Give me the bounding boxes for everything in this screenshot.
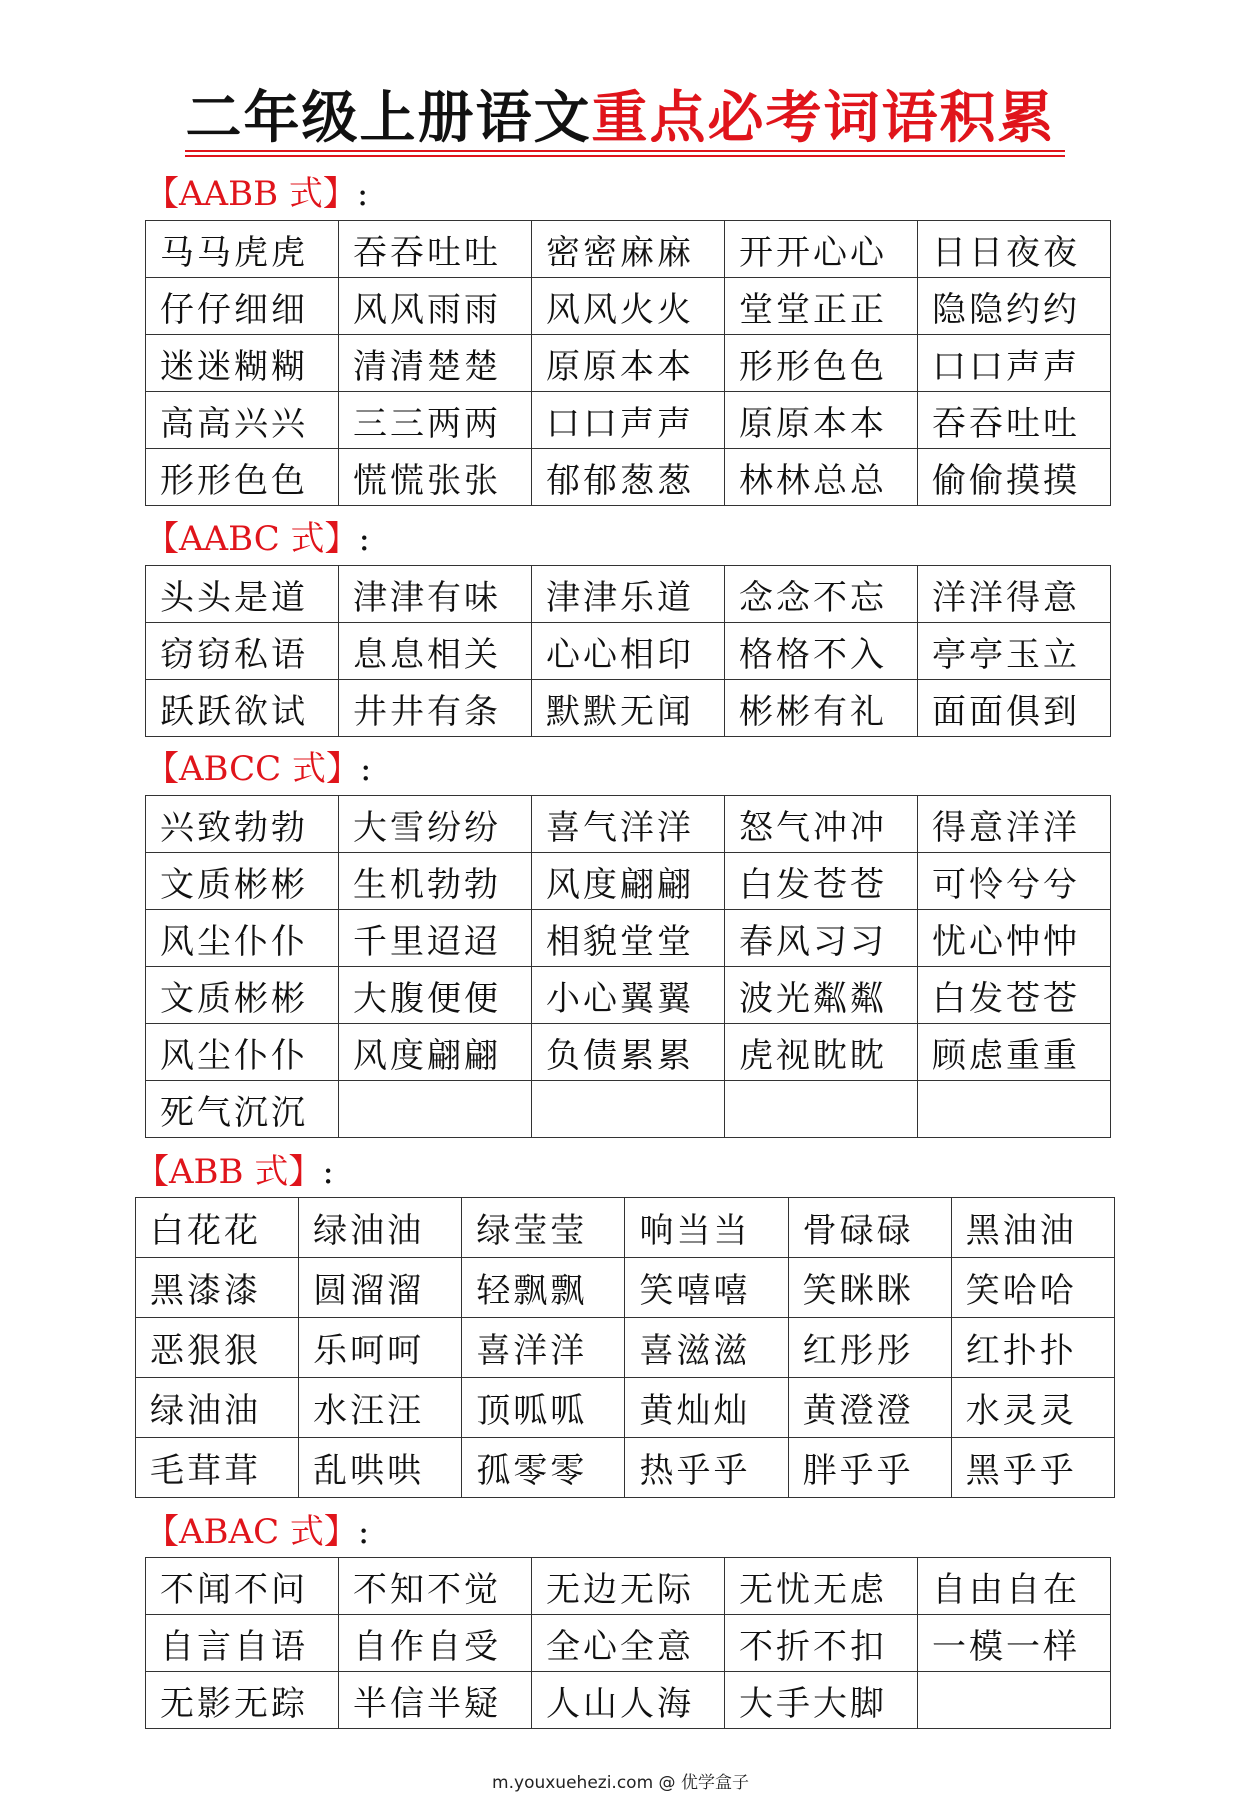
word-cell: 黑油油 (951, 1198, 1114, 1258)
word-cell: 喜滋滋 (625, 1318, 788, 1378)
word-cell: 孤零零 (462, 1438, 625, 1498)
word-cell: 虎视眈眈 (725, 1024, 918, 1081)
word-cell: 形形色色 (725, 335, 918, 392)
word-cell: 清清楚楚 (339, 335, 532, 392)
word-cell: 林林总总 (725, 449, 918, 506)
word-cell: 大雪纷纷 (339, 796, 532, 853)
table-row (136, 1378, 1115, 1438)
word-cell: 风度翩翩 (339, 1024, 532, 1081)
word-cell: 顶呱呱 (462, 1378, 625, 1438)
word-cell: 小心翼翼 (532, 967, 725, 1024)
word-cell: 风风火火 (532, 278, 725, 335)
word-table-abcc (145, 795, 1111, 1138)
word-cell: 生机勃勃 (339, 853, 532, 910)
table-row (146, 566, 1111, 623)
word-cell: 黑乎乎 (951, 1438, 1114, 1498)
word-cell: 热乎乎 (625, 1438, 788, 1498)
word-cell: 笑眯眯 (788, 1258, 951, 1318)
word-table-aabc (145, 565, 1111, 737)
word-cell: 水汪汪 (299, 1378, 462, 1438)
word-cell: 马马虎虎 (146, 221, 339, 278)
word-table-abac (145, 1557, 1111, 1729)
word-cell: 兴致勃勃 (146, 796, 339, 853)
table-row (146, 1672, 1111, 1729)
word-cell (725, 1081, 918, 1138)
title-red-part: 重点必考词语积累 (591, 85, 1056, 151)
table-row (146, 449, 1111, 506)
word-cell: 黄灿灿 (625, 1378, 788, 1438)
word-cell: 自由自在 (918, 1558, 1111, 1615)
word-cell: 日日夜夜 (918, 221, 1111, 278)
word-cell: 文质彬彬 (146, 853, 339, 910)
word-cell: 黄澄澄 (788, 1378, 951, 1438)
word-cell: 窃窃私语 (146, 623, 339, 680)
word-cell: 绿油油 (136, 1378, 299, 1438)
word-cell: 死气沉沉 (146, 1081, 339, 1138)
table-row (146, 1081, 1111, 1138)
word-cell: 心心相印 (532, 623, 725, 680)
word-cell: 隐隐约约 (918, 278, 1111, 335)
word-cell: 仔仔细细 (146, 278, 339, 335)
word-cell: 高高兴兴 (146, 392, 339, 449)
table-row (146, 623, 1111, 680)
table-row (146, 853, 1111, 910)
word-cell: 口口声声 (532, 392, 725, 449)
word-cell: 白发苍苍 (725, 853, 918, 910)
word-cell: 吞吞吐吐 (918, 392, 1111, 449)
word-cell: 胖乎乎 (788, 1438, 951, 1498)
word-cell: 大腹便便 (339, 967, 532, 1024)
table-row (146, 967, 1111, 1024)
word-cell: 口口声声 (918, 335, 1111, 392)
word-cell: 负债累累 (532, 1024, 725, 1081)
table-row (146, 335, 1111, 392)
word-cell: 自作自受 (339, 1615, 532, 1672)
word-cell: 无忧无虑 (725, 1558, 918, 1615)
word-cell: 红彤彤 (788, 1318, 951, 1378)
word-cell: 轻飘飘 (462, 1258, 625, 1318)
page-title (0, 82, 1241, 154)
word-cell: 黑漆漆 (136, 1258, 299, 1318)
word-cell: 津津乐道 (532, 566, 725, 623)
word-cell: 千里迢迢 (339, 910, 532, 967)
word-cell (339, 1081, 532, 1138)
word-cell: 人山人海 (532, 1672, 725, 1729)
table-row (146, 1558, 1111, 1615)
section-heading-aabb: 【AABB 式】: (145, 174, 369, 214)
word-cell: 骨碌碌 (788, 1198, 951, 1258)
word-cell: 水灵灵 (951, 1378, 1114, 1438)
word-table-abb (135, 1197, 1115, 1498)
word-cell: 白发苍苍 (918, 967, 1111, 1024)
word-cell: 乐呵呵 (299, 1318, 462, 1378)
section-heading-colon: : (357, 1512, 370, 1552)
word-cell: 息息相关 (339, 623, 532, 680)
word-cell: 圆溜溜 (299, 1258, 462, 1318)
word-cell: 红扑扑 (951, 1318, 1114, 1378)
table-row (146, 278, 1111, 335)
word-cell: 津津有味 (339, 566, 532, 623)
word-cell: 文质彬彬 (146, 967, 339, 1024)
word-cell: 念念不忘 (725, 566, 918, 623)
table-row (146, 392, 1111, 449)
table-row (146, 910, 1111, 967)
word-cell: 无影无踪 (146, 1672, 339, 1729)
word-cell: 头头是道 (146, 566, 339, 623)
word-cell: 半信半疑 (339, 1672, 532, 1729)
word-cell: 原原本本 (532, 335, 725, 392)
word-cell: 毛茸茸 (136, 1438, 299, 1498)
word-cell: 一模一样 (918, 1615, 1111, 1672)
word-cell: 风尘仆仆 (146, 1024, 339, 1081)
word-cell: 波光粼粼 (725, 967, 918, 1024)
table-row (136, 1258, 1115, 1318)
section-heading-aabc: 【AABC 式】: (145, 519, 371, 559)
word-cell: 绿油油 (299, 1198, 462, 1258)
word-cell: 面面俱到 (918, 680, 1111, 737)
section-heading-abcc: 【ABCC 式】: (145, 749, 372, 789)
word-cell: 不折不扣 (725, 1615, 918, 1672)
word-cell: 顾虑重重 (918, 1024, 1111, 1081)
word-cell: 吞吞吐吐 (339, 221, 532, 278)
word-cell: 笑哈哈 (951, 1258, 1114, 1318)
word-cell: 不知不觉 (339, 1558, 532, 1615)
section-heading-abac: 【ABAC 式】: (145, 1512, 370, 1552)
word-cell: 风度翩翩 (532, 853, 725, 910)
word-cell: 郁郁葱葱 (532, 449, 725, 506)
word-cell (918, 1081, 1111, 1138)
word-cell: 响当当 (625, 1198, 788, 1258)
word-cell: 风风雨雨 (339, 278, 532, 335)
word-cell: 无边无际 (532, 1558, 725, 1615)
word-table-aabb (145, 220, 1111, 506)
word-cell (532, 1081, 725, 1138)
section-heading-abb: 【ABB 式】: (135, 1152, 334, 1192)
table-row (136, 1198, 1115, 1258)
word-cell: 偷偷摸摸 (918, 449, 1111, 506)
word-cell: 原原本本 (725, 392, 918, 449)
word-cell: 堂堂正正 (725, 278, 918, 335)
word-cell: 开开心心 (725, 221, 918, 278)
word-cell: 形形色色 (146, 449, 339, 506)
word-cell: 默默无闻 (532, 680, 725, 737)
word-cell: 大手大脚 (725, 1672, 918, 1729)
word-cell: 彬彬有礼 (725, 680, 918, 737)
word-cell: 相貌堂堂 (532, 910, 725, 967)
word-cell: 密密麻麻 (532, 221, 725, 278)
table-row (146, 796, 1111, 853)
footer-source: m.youxuehezi.com @ 优学盒子 (492, 1773, 749, 1793)
word-cell: 恶狠狠 (136, 1318, 299, 1378)
word-cell: 格格不入 (725, 623, 918, 680)
word-cell: 亭亭玉立 (918, 623, 1111, 680)
word-cell: 乱哄哄 (299, 1438, 462, 1498)
word-cell: 笑嘻嘻 (625, 1258, 788, 1318)
section-heading-colon: : (360, 749, 372, 789)
table-row (146, 680, 1111, 737)
table-row (136, 1318, 1115, 1378)
section-heading-colon: : (356, 174, 369, 214)
word-cell (918, 1672, 1111, 1729)
section-heading-colon: : (322, 1152, 334, 1192)
word-cell: 迷迷糊糊 (146, 335, 339, 392)
word-cell: 自言自语 (146, 1615, 339, 1672)
title-underline (185, 150, 1065, 152)
section-heading-colon: : (358, 519, 371, 559)
word-cell: 得意洋洋 (918, 796, 1111, 853)
word-cell: 三三两两 (339, 392, 532, 449)
word-cell: 春风习习 (725, 910, 918, 967)
word-cell: 不闻不问 (146, 1558, 339, 1615)
table-row (146, 221, 1111, 278)
table-row (136, 1438, 1115, 1498)
word-cell: 洋洋得意 (918, 566, 1111, 623)
word-cell: 喜洋洋 (462, 1318, 625, 1378)
title-underline-second (185, 155, 1065, 157)
table-row (146, 1615, 1111, 1672)
word-cell: 慌慌张张 (339, 449, 532, 506)
word-cell: 跃跃欲试 (146, 680, 339, 737)
table-row (146, 1024, 1111, 1081)
word-cell: 井井有条 (339, 680, 532, 737)
word-cell: 可怜兮兮 (918, 853, 1111, 910)
word-cell: 绿莹莹 (462, 1198, 625, 1258)
word-cell: 喜气洋洋 (532, 796, 725, 853)
word-cell: 怒气冲冲 (725, 796, 918, 853)
word-cell: 风尘仆仆 (146, 910, 339, 967)
title-black-part: 二年级上册语文 (185, 85, 592, 151)
word-cell: 全心全意 (532, 1615, 725, 1672)
word-cell: 白花花 (136, 1198, 299, 1258)
word-cell: 忧心忡忡 (918, 910, 1111, 967)
